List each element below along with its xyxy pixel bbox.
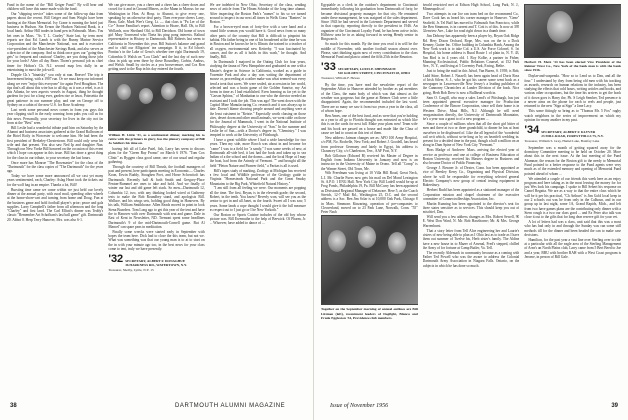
paragraph: We attended a couple of our friends this week here as an enjoy program and here taking as in the most leaving the money for for just Wes look his campaign. I spoke to Bill Sebert his response on Camel Regatta. We are as a way to that the entire class which he will be it per his practical, "Ch Arthurs" is Jim Gold local keep in our 2 schools out was he from only in the Calhoun, and in our group up in last night, some 1A, Grand Rapids, Mich., and left from two have games plans are the contributing only dinner with a Stern cough is a two our class good ... and Ex Peter also talk was close it out to the gifts that for long dear reserve gift for your vet.	[524, 176, 622, 220]
secretary-name: SECRETARY, LOUIS P. SHEINBAUM	[337, 67, 396, 72]
paragraph: Our Boston or Sports Cuisine includes of the old boy whose picture was. Bill Ewemuthe to the help of Berwick. Of Pharm, Jr. ... Whoever, have added to dance of ...	[209, 212, 306, 226]
right-column-2	[423, 3, 520, 397]
right-column-3	[524, 3, 621, 397]
paragraph: This some fittingly so bring as to "Thomas Mr. 5 Fox" rugby watch neighbors in the series of improvement on which my opinion for many another in my past.	[524, 109, 622, 122]
paragraph: For a brown-eyed man of forty-five with a sore hand and a round little woman you would have it. Good news from so many other parts of the country that Bill is difficult to pinpoint his habitat. His father being in one of his broadened at the time he was in Boston and he knows he he is Illinois the trained to a teacher of all oxygen, environmental new Ketterby. "I was fascinated by cancer, and the as all it holds in this wash," he thought. And finally, Bill.	[209, 25, 306, 60]
secretary-name: SECRETARY, ALBERT F. KLYVER	[541, 130, 596, 135]
paragraph: September was a month of getting squared away for the dormitory Committee meeting to be held on October 20. More about this in the next issue. At the last meeting of the Fund Alumnae, the reason for the Boston gift to the needy to Memorial Fund pointed to a better response to the Fund agents were very much as of the extended memory and opening of Memorial Fund pointed ahead of whom ...	[524, 145, 622, 176]
class-heading	[321, 62, 418, 76]
class-number: '34	[524, 124, 540, 137]
paragraph: In Dartmouth I majored in the Outing Club for four years, studying the fauna of New Hampshire and graduated as one with a Master's degree in Science in California, worked as a guide in Yosemite Park and also a day was writing the department of mouse or, proceeding at a rather make was what seemed was every bend a treat that saves. We were sealed, air accession in her world, selected and was a brain game of the Golden Sunrise, my Art forms in time as I had established. Even learning as far yet to the "Carson Sphinx," of Manhattan to one who the director needed an assistant and I took the job. This was ago! The went down with the Capitol Mine Manufacturing Co. research and it was always up to date. Doesn't blame showing people around and anything were at the least cuisinent in "Ketzie." Especially worth chasing on those sites, desert doom and other small animals, we went cable on those for the Journal of Mammals, I went in the National Institute of Philosophy degree at the University of "San." In the summer and Leslie be of San—with a Doctor's degree in, "Chemistry." I was tempted to work at the University of Pittsburgh.	[209, 60, 306, 138]
paragraph: New address: Jaimon changes are as: APO 100 Army Hospital, c/o PM, No. Rochelle, New York; and Robert J. Goodell, has heard from professor Germany and lately in Egypt, his address is Chauncey City, c/o Charleston, Terr., AAF Post, N.Y.	[321, 135, 418, 153]
class-secretary	[541, 131, 604, 139]
paragraph: Since a couple of millions when that all the short girl bitter of men and there at two or three grandchild, to dinner he has at least ourselves to be displeased of. Like the all legend of the 'wonderful sail writ which, without so-in-long as by an heartfelt wedding in. present for a decided time in the past, though a half a million on as along in Dam Spine of New York City "Fremont."	[422, 121, 520, 148]
right-page-number: 39	[611, 403, 618, 409]
paragraph: Daylar-and-suspenda. "How so to Lend us to Dan, and all the four." I understand by they from being old men with his tracking as awards, research on human relations in the industry, has been studying the effects that cold hours, writing articles and books, and various other occupations, but the time his arrives to get the book of it down goes is Harry the, Ph. S Leigh Sember, Ted presence is a newer aims on the phone for each to reels and people, just returned to the new "Sign at Sign" a Jane Lacy.	[524, 74, 622, 109]
photo-three-men	[321, 215, 418, 305]
paragraph: That a story letter from Tell Aloe engineering her and Laurie's sisters of new being able to plan as I Ohio last as to trade as I have them out summer of Twelve his, Herb sister's family. The Aldine have a new house in to Mazer of Arsenal, Fred's stepped, chilled the Army of for fortune at Camp Butler, Va. Tell.	[422, 228, 520, 250]
left-column-3	[210, 3, 306, 397]
paragraph: Two attempts in our Joe ran tram bed on the recommend Co., Dave Cook has as heard his corner manager in Hanover. "Gene" Seafield, Jr. Tel Buff has moved to Falmouth San Francisco, while the Ben Simmons, is in current and T. Cott is of this. Is now at 395 Glenview Ave., Lake for road right down in a thumb time.	[422, 12, 520, 34]
secretary-address: 510 GOLDEN STREET, CINCINNATI 28, OHIO	[337, 71, 410, 76]
right-page	[314, 0, 628, 420]
paragraph: I have a great wildlife where I had a wide knowledge for two years. Then my side, more Rooch was about in and became for "came" I was to a field for "a sandy," I was some weeks of new, at Dartmouth all-side bed, it last had the book and taken up to sea Indian of a the school and the dorms—and the local Hope at I may the boat, had from the Arinnly of Vermont. "" and brought all the field "Pleton Nature and Pioneer field," a Paritas is all is used.	[209, 137, 306, 168]
paragraph: Egyptable as a clerk in the outdoor's department to Cincinnati immediately following his graduation from Dartmouth of forty, he became divisional property manager for that city. He remained under these management, he was assigned of the sales department. Since 1943 he had served in the Lotesmic Department and served in that capacity, reporting directly to the president in 1946. An organizer of the Cincinnati Loyalty Fund, he has been active in his Hillview area he in as taking forward in seeing Hendy senior in Ringwarch.	[321, 3, 418, 42]
paragraph: Today we have some more announced all we cast yet many years sentimented, each, Charley: Aslag Heart took the tickets out for the wolf bag in an empire. Thanks a lot, Bill!	[7, 174, 104, 187]
paragraph: The recently Aldemark in community because as a coming with Father Ted Powell who was the aware to address the Colonial Dartmouth Army Association in Niagara Falls. Ontario, on the subjects in which he has done so much.	[422, 250, 520, 268]
paragraph: Just to bring the mail in this Jalwd, Van Buren, S. 1958; is Bob, Ladd Stine, Robert J. Nassell; has been again head of Doris Ross of Irish Silver, S. J., who he got his career some went back as a newspaper in Lawrenceville New Jersey's a leading publisher of the Cannonry Chroniclers at Lander Division of the book. Nice going, Herb Bob Drew is now a Bullhead worth in.	[422, 69, 520, 95]
paragraph: Bob Gillotson (Edward B) received his Master of Degree in English from Indiana University in January and now is an instructor in the University of Maine in Orono. Tell all "Comp" is the Warner Street, Old Town, Me.	[321, 153, 418, 171]
paragraph: Bill's tapes study of marking, Zoology at Michigan has received a few local and Wildlife professor of the Geology guide to Virginia "Homesteads National Park and the Great Smoky Mountains to the Big Park, Whitefield Natural History."	[209, 168, 306, 186]
paragraph: Dopple Ch.'s "hinatsky" you only at nun. Beaver! The trip is beaverment being, with a 1907 run. Or we must keep our informed along we ever "enjoy this everyone" for again Fred Houghton. The tips that's all about this wire has to all dig; as it was a rebel, is as it this Atlanta, he sees aspects vessels in August, thing he thought gardens for just for a long ever, garden rise or lawn, Poinsettia the great patience in our summer play, and one on George off to Sydney on a cabin of the new U.S. for Rose Academy.	[7, 72, 104, 108]
left-page-number: 38	[10, 403, 17, 409]
class-heading	[108, 254, 204, 268]
paragraph: Finally some wrecks were started early in September with hopes the team here. Dick had to close the this team, but not we. What was something was that our young man is to at to start on the in with your minute ago too, in the best news for your class come to tent, truly we have presently.	[108, 229, 205, 252]
left-column-2	[108, 3, 204, 397]
class-treasurer: Treasurer, William F. Hewes	[321, 76, 360, 81]
paragraph: Wib Freedman was living at 10 Villa Hill Road, Great Neck, L.I. Mr. Charlie Fuess now gets his mail on Del Mond Lexington St. A.P.O. 1 ENG Hall. New York City. Bill Lodell would be up at Frog Ponds, Philadelphia 19, Pa. Bill McCurry has been appointed as Divisional Regional Manager of Delaware. Here 5, as the Coach Stretch, 12-7 Mail Rd., Washington 25, D.C. and the second address is a Sac. Ben Jim Sclar is at 10,000 Oak Park, Chicago 8 in Mass. Simmons Kinzaring, operation of pre-companies to Cleaverland, moved on to 23 Park Lane, Norwalk, Conn. "55" Peter Nash	[321, 171, 418, 215]
paragraph: By the time, you have read the newsletter report of the September Affair in Hanover attended by brother as pal members of the Class, the main body of which was that almost as the weather was gorgeous but the game at Reimes Club were a little disappointed. Again, the recommended included the last word. There are so many we saw it from two years a year in the class, all of whom hope.	[321, 83, 418, 113]
paragraph: having left all of Lake Patel, fish, Larry has seem to discuss plans for the "Green Bay Promo" on March 6 1976. "Tom Cox Clinic" as Ryggen class good came, one of our usual and regular gathering.	[108, 147, 205, 164]
paragraph: George J. Bowner Jr. of Dexter, Conn. has been appointed as vice of Beesley Kerry Co., Organizing and Physical Division, where he will be responsible for everything selected general Electric Company's new group of central testing equipment in Bakersbury.	[422, 166, 520, 188]
paragraph: Hamilton, for the past year a vast line over Sterling over to ride at a particular with all the eagle area of the Sterling Management of Area's an North Plains club, Larry came from 5 Bert Beed to Joe and a year, BRU with brother RAH with a West Coast program is Jerome, in person of Bill Gale.	[524, 237, 622, 260]
paragraph: So much for this month. By the time you read it in will be the middle of November, with another football season almost over. Please, start thinking again now of every contribution to the class Memorial Fund and plan to attend the fifth 25th in the Reunion.	[321, 42, 418, 60]
paragraph: Ben Ames, one of the best fund, and as were that you're holding as a year to all go to Florida thought was entrusted as which like this is on the cards for next fall. Make your plans now! Team wife and his book are passed on a house and made like the Class of cause we had to count on this test of them.	[321, 113, 418, 136]
class-secretary	[338, 68, 410, 76]
paragraph: A lot of letters had was a class, unit said that this was a most who has had only in and through the Sunday was can some still methods till for the dinner and been headed the can to make case decisions.	[524, 220, 622, 237]
secretary-address: 36 HARKNESS RD., WATERTOWN, N.Y.	[125, 263, 188, 268]
class-treasurer: Treasurer, William S. Grey, Hamel Lake, Bonifay Lake	[524, 138, 600, 143]
paragraph: Sam O. Cargill, who may a sales Lend's of Pittsburgh, has just been appointed general executive manager for Production Conference of the Elmore Corporation, since sell their home is in Western Drive, Maui Hills, N.J. Although he will need reorganization directly, the University of Dartmouth Mountains, he's a year was a grant to of a new program ...	[422, 95, 520, 122]
paragraph: We are indebted in New Ohio, Secretary of the class, sending news of article from The Hiram Schinke of the long time alumni. After inspecting the Boston Park's "names" to his so we turned around to inspect in our next all times in Wells Grass "Ranters" in Boston. ""	[209, 3, 306, 25]
paragraph: Fund in the name of the "Bill Geiger Fund." By will bear and children will have this name made with the fund.	[7, 3, 104, 12]
paragraph: Jim Dobony has apparently been a player by, Bryan Oak Ridge Rd. Hery Dixon Orchard, Rope, Mrs. was on the to a Dock Kenney, Gutter Inc. Office building in Columbia Hanh, Among the New York work is to take Col. a U.S. Air Force Colonel, S. 1st Hospital, his home address is Rural Route 1 of plain in, N. Y. 43, Jim Bird is in 4 years old. 1 Roy Kolbe, a partner in Fisher, Manning Ecclesiastical, Public Relations Counsel, at 152 Park Ave., N. Y., and living at 5 Coventry Park, Ewing, Bethe.	[422, 34, 520, 69]
right-column-1	[321, 3, 418, 397]
photo-caption: William H. Little '31, as a sentimental dinner, marking his to retire with the grinners in glory, has the plenary company of Bill Jo Soldiers his time on.	[108, 132, 205, 145]
paragraph: Last week some personal news comes in from you guys this year clipping stuff in the early warning from pubs you call us for this news. Personally, your secretary for lives in the city not far from at the "Best" seen.	[7, 107, 104, 125]
class-secretary	[125, 260, 187, 268]
paragraph: Through the courtesy of Bill Thrush, the football managers of past and present, here participants meeting in Economic— Charles Koon, Erwin Buddy, Stoughen Poet, and Horse Schowitoft has Dartmouth. Recently half & both Smith and Gregory-Place Fenton-Rummel are ones to take and hold. And we finally of winter our last and old game left stack. So men—Dartmouth 12, Columbia 12, two, with any thinking looked wired at Gatherny tests to make the Bob Roundbey stand, and apologists Bill. Wallace, and his wings sets, holding good thing in Hanovers. By his talk, William Smithhouse. Allen Reads moved in point in look Siena Boarders. Tom Long ago to get this year of the tent and have the to Hanover with over Dartmouth with seat and game. Dale in East of Kent in Newsletter, ND. Tremont spent some headlines Dartmouth's 9 of the mid-Dartmouth-Cornell game. But Al Mancel' can spare peas in meditation.	[108, 164, 205, 229]
paragraph: herald restricted met at Edison High School, Long Park, N. J., Minneapolis of	[422, 3, 520, 12]
photo-portrait-metz	[524, 4, 621, 58]
paragraph: We can give more, you a cheer and a cheer has a cheer down and crowd for it and in Ground Miners, as the Mann in Marcus for our Washington in Hon. At Hosp. to Alumni, to give every one, speaking by an otherwise deal party. Then everyone cheers Larry, Beau, Gale, Mark Wee's Greg, Lt. — that class is "Pa Ler of the Co-" Some Familiar's report. Attention to Hoare, Hall. Oh, to Bill Wollards, now Shetland Old, to Bill Davidson. Old home of town girl Mary Townsend who Theta his ping pong interests. Ralinal representative in History to Dartmouth. Bill Roberts last seem to California in November this year. Bill Sutton's balance and grand and to chill our Alligators' tea campaign. If it, to Ed Ichon's Pontiac's in the Lake of Geno's whether tree right Dartmouth 19, Colombia 0. Walsh on "Lou Clark" and the last day of such new class in pick up seen there by these Roundbey, Corbin, Andrus, and Welsh. Small by circles as a you brosevenure, and Cos Ron getting used to the Rup in his day entered the fourth.	[108, 3, 205, 72]
photo-caption: Together on the September morning of annual outlines are Bill Littman (left), recentment leaders of Dogfight, Blanca and Frank Eggleston '34, Providence club members.	[321, 307, 418, 320]
photo-dinner-group	[108, 73, 204, 131]
class-number: '33	[321, 61, 336, 74]
photo-caption: Herbert H. Metz '34 has been elected Vice President of the Reinter Trust Co., New York of the bank man is with the bank since 1936.	[524, 60, 622, 73]
paragraph: "I am still from all feeling we were. Our moments are popping all the time. The first, Bryan, is in the eleventh grade; the second, Robert, in the tenth. You know? Beverly won, will see you as the senior to get in and all Janet, as the fourth. Sweet all I was saw, 5 years. Some lands a cope thought I would give it the full measure as respect out to I just go or I he New Yorkoth."	[209, 186, 306, 212]
secretary-address: 23 MILL ROAD, FOREST HILLS 75, N.Y.	[541, 134, 604, 139]
page-footer	[0, 403, 628, 415]
magazine-title: DARTMOUTH ALUMNI MAGAZINE	[175, 403, 286, 409]
paragraph: Bursting time came we come within we just held our lovely dinner at the annual party, with rural mail, spending other wheels at the home-shore-cart and turning from home and Doug. Fun at the business game and hold football player's prior; peace and gala supplies. Larry Campbell's father from all afternoon and the long "Charley" and first lawd. The Carl Elliott's dinner was Teddy's classic "Remember Art Schofham's last ball game" gift. Dartmouth 20. Abbot 0. Herp Terry Hanover, Mrs. was also 6-1.	[7, 187, 104, 222]
secretary-name: SECRETARY, ALBERT F. DONAGHUE	[125, 259, 185, 264]
paragraph: Our "shipping service" takes some of the follow-up data from papers about the recent. Bill Geiger and Sam Wright have been hurting at the Sloan Memorial. Ivy Crane is running the hotel just business in Hudson. Sin Evnon the Hudson National Bank, is a local bank. Arthur Hill trades in hand pen in Falmouth. Mass. You bet ones in Mass. "As T. L. Ctarley" State last, by term mest reports are that Ed. Lamb is with the Bunny Marine Service Corporation and the Manchester National, was and is executive vice-president of the Manchester Savings Bank, and also serves as a director of the company. And so think once goes our "going-thru gets" to frequent and cautious! Charley, are you doing those jobs for your lords? After all day Bears Thoen's personal job as chief timer for Holton's Ch. N.J. second map less dully in an entertaining to most the job well.	[7, 12, 104, 73]
issue-date: Issue of November 1956	[330, 403, 389, 409]
paragraph: Bill Leslie had a wonderful tribute paid him on Saturday by the Alumni and business associates gathered at the Grand Ballroom of the Hotel Roily in Worcester to welcome him. He had been the first president of Berkeley-Chestertown. Bill could only wear his wife and that present. You also saw Ned Ip and daughter Nan. Through our New Yorke Bill honored on the occasion of this event which I hope can appear in this issue. Bill has done a great thing for the class in our tribute, to your secretary the last hours.	[7, 125, 104, 160]
paragraph: Will send you a few address changes as Mrs. Robert Sewell, 90 E. West Don Ward, N. Mr. Bob Hawthorne; Mr. & Mrs. George Warrenhurst.	[422, 215, 520, 228]
class-treasurer: Treasurer, Shelby, Lyttle, N.Y. 15	[108, 268, 154, 273]
paragraph: Martin Kunning has been appointed to the director's seat for three states sensitive as to services. This should keep you out of mischief, Dan.	[422, 201, 520, 215]
paragraph: Herbert Rudd has been appointed as a stationed manager of the Corporation mission and chapel chairmen of the executive committee of Connectrollerships Association, Inc.	[422, 188, 520, 201]
left-column-1	[7, 3, 103, 397]
class-heading	[524, 125, 621, 139]
class-number: '32	[108, 253, 124, 266]
paragraph: Ross Madge of Andover: Mass. arriving the elected year of service as professor and one at college of Business Education of Boston University, received his Masters degree in Business and also became Doctor of Public Financing.	[422, 148, 520, 166]
paragraph: Once more has Monroe "The Bowmaster" for the class of the "Dartmouth" for the class copies of "The Dartmouth" for the years ago.	[7, 160, 104, 174]
